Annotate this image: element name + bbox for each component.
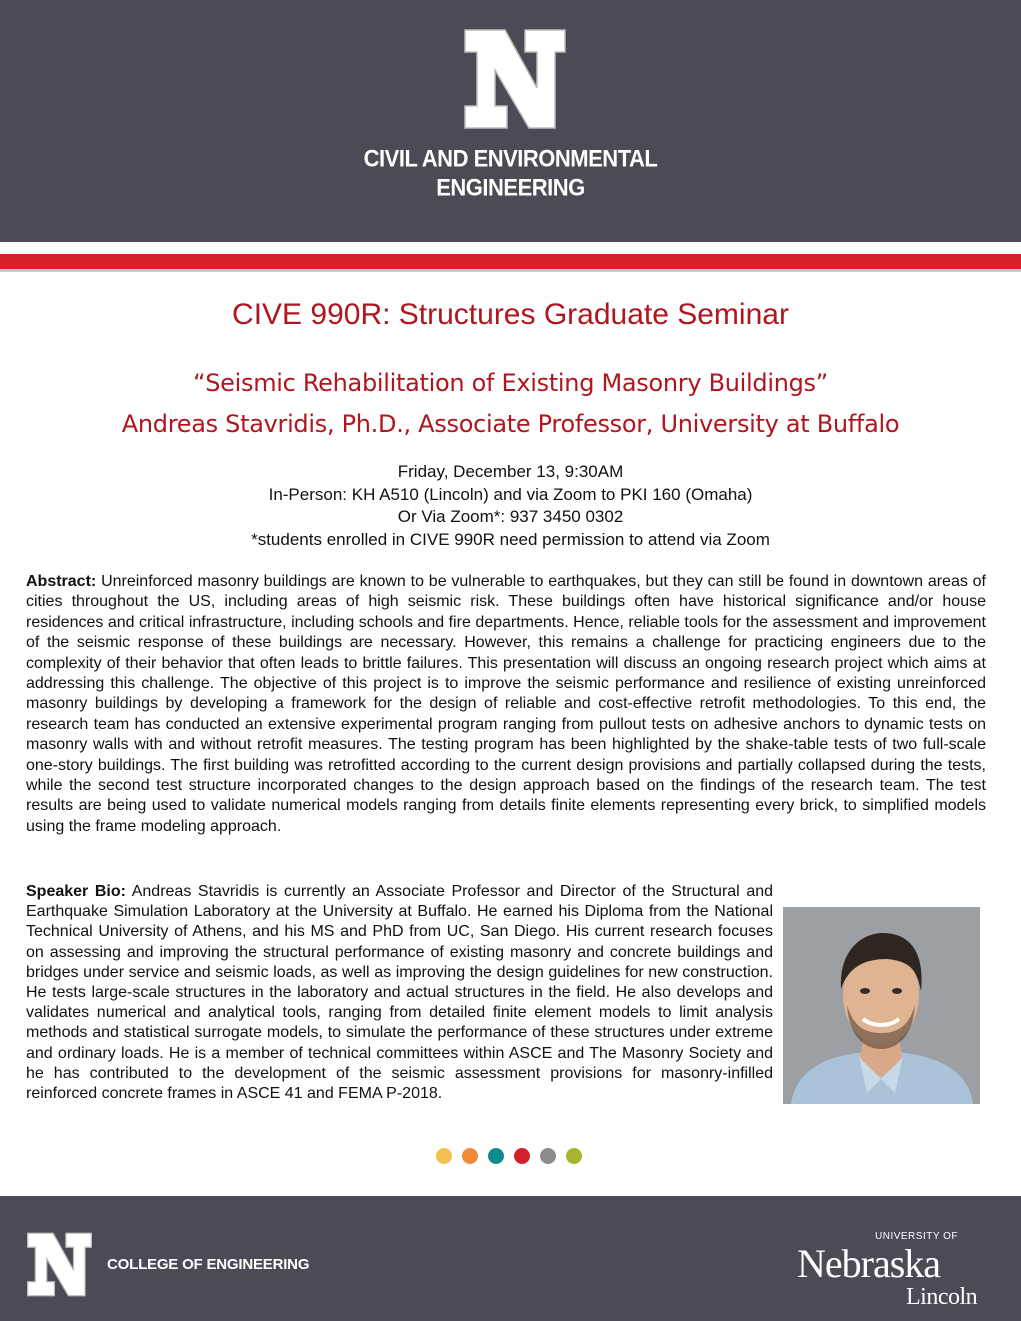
speaker-photo bbox=[783, 907, 980, 1104]
unl-university-text: UNIVERSITY OF bbox=[875, 1231, 958, 1242]
bio-label: Speaker Bio: bbox=[26, 883, 126, 900]
department-name bbox=[0, 144, 1021, 202]
college-name: COLLEGE OF ENGINEERING bbox=[107, 1256, 310, 1273]
abstract-text: Unreinforced masonry buildings are known to be vulnerable to earthquakes, but they can still be found in downtown areas of cities throughout the US, including areas of high seismic risk. These buildings often have historical significance and/or house residences and critical infrastructure, including schools and fire departments. Hence, reliable tools for the assessment and improvement of the seismic response of these buildings are necessary. However, this remains a challenge for practicing engineers due to the complexity of their behavior that often leads to brittle failures. This presentation will discuss an ongoing research project which aims at addressing this challenge. The objective of this project is to improve the seismic performance and resilience of existing unreinforced masonry buildings by developing a framework for the design of reliable and cost-effective retrofit methodologies. To this end, the research team has conducted an extensive experimental program ranging from pullout tests on adhesive anchors to dynamic tests on masonry walls with and without retrofit measures. The testing program has been highlighted by the shake-table tests of two full-scale one-story buildings. The first building was retrofitted according to the current design provisions and partially collapsed during the tests, while the second test structure incorporated changes to the design approach based on the findings of the research team. The test results are being used to validate numerical models ranging from details finite elements representing every brick, to simplified models using the frame modeling approach. bbox=[26, 573, 987, 835]
speaker-line: Andreas Stavridis, Ph.D., Associate Professor, University at Buffalo bbox=[121, 410, 900, 438]
talk-heading bbox=[0, 363, 1021, 445]
unl-wordmark bbox=[790, 1228, 990, 1318]
footer-n-logo bbox=[26, 1232, 93, 1297]
dot-teal bbox=[488, 1148, 504, 1164]
talk-title: “Seismic Rehabilitation of Existing Masonry Buildings” bbox=[193, 369, 828, 397]
decorative-dots bbox=[436, 1148, 582, 1164]
course-title: CIVE 990R: Structures Graduate Seminar bbox=[232, 298, 789, 331]
department-line-1: CIVIL AND ENVIRONMENTAL bbox=[363, 144, 658, 172]
dot-grey bbox=[540, 1148, 556, 1164]
dot-yellow bbox=[436, 1148, 452, 1164]
speaker-bio-paragraph bbox=[26, 882, 773, 1104]
divider-grey bbox=[0, 269, 1021, 272]
dot-red bbox=[514, 1148, 530, 1164]
dot-orange bbox=[462, 1148, 478, 1164]
bio-text: Andreas Stavridis is currently an Associate Professor and Director of the Structural and Earthquake Simulation Laboratory at the University at Buffalo. He earned his Diploma from the National Technical University of Athens, and his MS and PhD from UC, San Diego. His current research focuses on assessing and improving the structural performance of existing masonry and concrete buildings and bridges under service and seismic loads, as well as improving the design guidelines for new construction. He tests large-scale structures in the laboratory and actual structures in the field. He also develops and validates numerical and analytical tools, ranging from detailed finite element models to limit analysis methods and statistical surrogate models, to simulate the performance of these structures under extreme and ordinary loads. He is a member of technical committees within ASCE and The Masonry Society and he has contributed to the development of the seismic assessment provisions for masonry-infilled reinforced concrete frames in ASCE 41 and FEMA P-2018. bbox=[26, 883, 774, 1103]
speaker-portrait-image bbox=[783, 907, 980, 1104]
event-location: In-Person: KH A510 (Lincoln) and via Zoom to PKI 160 (Omaha) bbox=[268, 484, 753, 504]
department-line-2: ENGINEERING bbox=[436, 174, 585, 202]
event-info bbox=[0, 461, 1021, 551]
event-date-time: Friday, December 13, 9:30AM bbox=[397, 462, 624, 481]
unl-lincoln-text: Lincoln bbox=[906, 1284, 978, 1310]
unl-nebraska-text: Nebraska bbox=[797, 1241, 941, 1286]
dot-green bbox=[566, 1148, 582, 1164]
footer-banner bbox=[0, 1196, 1021, 1321]
divider-red bbox=[0, 254, 1021, 269]
header-banner bbox=[0, 0, 1021, 242]
event-zoom: Or Via Zoom*: 937 3450 0302 bbox=[397, 507, 624, 526]
divider-white bbox=[0, 242, 1021, 254]
abstract-paragraph bbox=[26, 572, 986, 837]
abstract-label: Abstract: bbox=[26, 573, 97, 590]
event-note: *students enrolled in CIVE 990R need permission to attend via Zoom bbox=[251, 529, 770, 549]
nebraska-n-logo bbox=[463, 28, 567, 130]
